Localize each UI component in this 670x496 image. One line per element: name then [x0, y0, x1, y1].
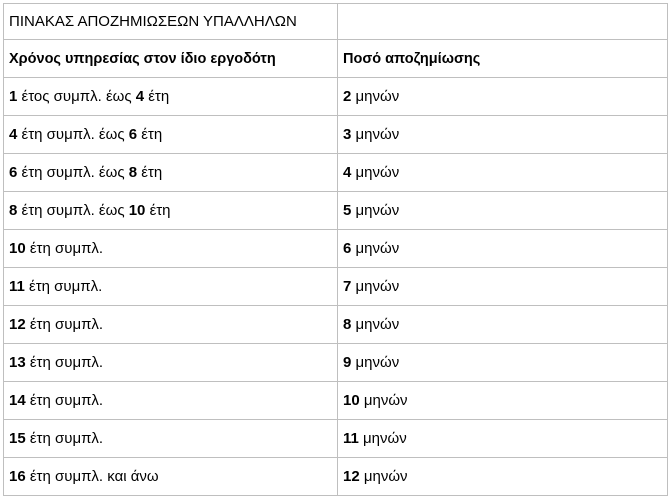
service-from-text: έτη συμπλ. — [25, 430, 104, 447]
compensation-cell — [338, 268, 668, 306]
compensation-months-text: μηνών — [351, 126, 400, 143]
service-from-number: 15 — [9, 430, 26, 447]
service-to-text: έτη — [144, 88, 170, 105]
title-empty-cell — [338, 4, 668, 40]
compensation-months-text: μηνών — [359, 392, 408, 409]
compensation-months-number: 12 — [343, 468, 360, 485]
service-to-text: έτη — [145, 202, 171, 219]
service-years-cell — [4, 268, 338, 306]
table-row — [4, 344, 668, 382]
service-from-number: 14 — [9, 392, 26, 409]
table-row — [4, 192, 668, 230]
service-from-text: έτη συμπλ. — [24, 278, 103, 295]
service-to-number: 10 — [128, 202, 146, 219]
compensation-months-text: μηνών — [351, 88, 400, 105]
service-from-number: 6 — [9, 164, 18, 181]
service-from-number: 1 — [9, 88, 18, 105]
service-to-text: έτη — [137, 164, 163, 181]
table-row — [4, 268, 668, 306]
service-from-number: 11 — [9, 278, 25, 295]
compensation-cell — [338, 344, 668, 382]
compensation-cell — [338, 420, 668, 458]
service-to-text: έτη — [137, 126, 163, 143]
compensation-cell — [338, 306, 668, 344]
table-row — [4, 78, 668, 116]
compensation-cell — [338, 458, 668, 496]
service-from-text: έτη συμπλ. — [25, 392, 104, 409]
service-years-cell — [4, 78, 338, 116]
table-row — [4, 458, 668, 496]
header-row — [4, 40, 668, 78]
compensation-months-text: μηνών — [359, 468, 408, 485]
compensation-table — [3, 3, 668, 496]
service-from-text: έτη συμπλ. έως — [17, 202, 129, 219]
service-to-number: 6 — [128, 126, 138, 143]
service-from-number: 12 — [9, 316, 26, 333]
service-years-cell — [4, 306, 338, 344]
compensation-months-number: 11 — [343, 430, 359, 447]
table-title: ΠΙΝΑΚΑΣ ΑΠΟΖΗΜΙΩΣΕΩΝ ΥΠΑΛΛΗΛΩΝ — [4, 4, 338, 40]
service-years-cell — [4, 230, 338, 268]
compensation-months-text: μηνών — [351, 202, 400, 219]
service-from-text: έτη συμπλ. — [25, 240, 104, 257]
service-from-number: 8 — [9, 202, 18, 219]
service-years-cell — [4, 420, 338, 458]
compensation-cell — [338, 154, 668, 192]
service-from-text: έτη συμπλ. και άνω — [25, 468, 159, 485]
table-row — [4, 230, 668, 268]
header-service-years: Χρόνος υπηρεσίας στον ίδιο εργοδότη — [4, 40, 338, 78]
service-years-cell — [4, 344, 338, 382]
header-compensation-amount: Ποσό αποζημίωσης — [338, 40, 668, 78]
service-from-text: έτος συμπλ. έως — [17, 88, 136, 105]
service-years-cell — [4, 154, 338, 192]
service-years-cell — [4, 458, 338, 496]
table-row — [4, 154, 668, 192]
service-from-number: 16 — [9, 468, 26, 485]
compensation-months-number: 4 — [343, 164, 352, 181]
service-to-number: 4 — [135, 88, 145, 105]
service-to-number: 8 — [128, 164, 138, 181]
compensation-months-text: μηνών — [351, 240, 400, 257]
compensation-months-number: 8 — [343, 316, 352, 333]
service-from-text: έτη συμπλ. — [25, 354, 104, 371]
compensation-months-number: 3 — [343, 126, 352, 143]
compensation-months-number: 10 — [343, 392, 360, 409]
service-from-text: έτη συμπλ. έως — [17, 126, 129, 143]
compensation-cell — [338, 230, 668, 268]
table-body — [4, 78, 668, 496]
compensation-months-number: 6 — [343, 240, 352, 257]
compensation-cell — [338, 192, 668, 230]
service-from-number: 10 — [9, 240, 26, 257]
compensation-months-number: 7 — [343, 278, 352, 295]
compensation-cell — [338, 78, 668, 116]
service-from-number: 4 — [9, 126, 18, 143]
service-years-cell — [4, 192, 338, 230]
title-row — [4, 4, 668, 40]
compensation-months-text: μηνών — [351, 164, 400, 181]
service-from-text: έτη συμπλ. — [25, 316, 104, 333]
compensation-months-number: 2 — [343, 88, 352, 105]
compensation-cell — [338, 116, 668, 154]
compensation-months-number: 9 — [343, 354, 352, 371]
service-years-cell — [4, 382, 338, 420]
compensation-months-text: μηνών — [351, 278, 400, 295]
compensation-months-text: μηνών — [358, 430, 407, 447]
service-years-cell — [4, 116, 338, 154]
compensation-cell — [338, 382, 668, 420]
service-from-number: 13 — [9, 354, 26, 371]
compensation-months-text: μηνών — [351, 354, 400, 371]
table-row — [4, 306, 668, 344]
table-row — [4, 420, 668, 458]
compensation-months-number: 5 — [343, 202, 352, 219]
service-from-text: έτη συμπλ. έως — [17, 164, 129, 181]
table-row — [4, 382, 668, 420]
compensation-months-text: μηνών — [351, 316, 400, 333]
table-row — [4, 116, 668, 154]
